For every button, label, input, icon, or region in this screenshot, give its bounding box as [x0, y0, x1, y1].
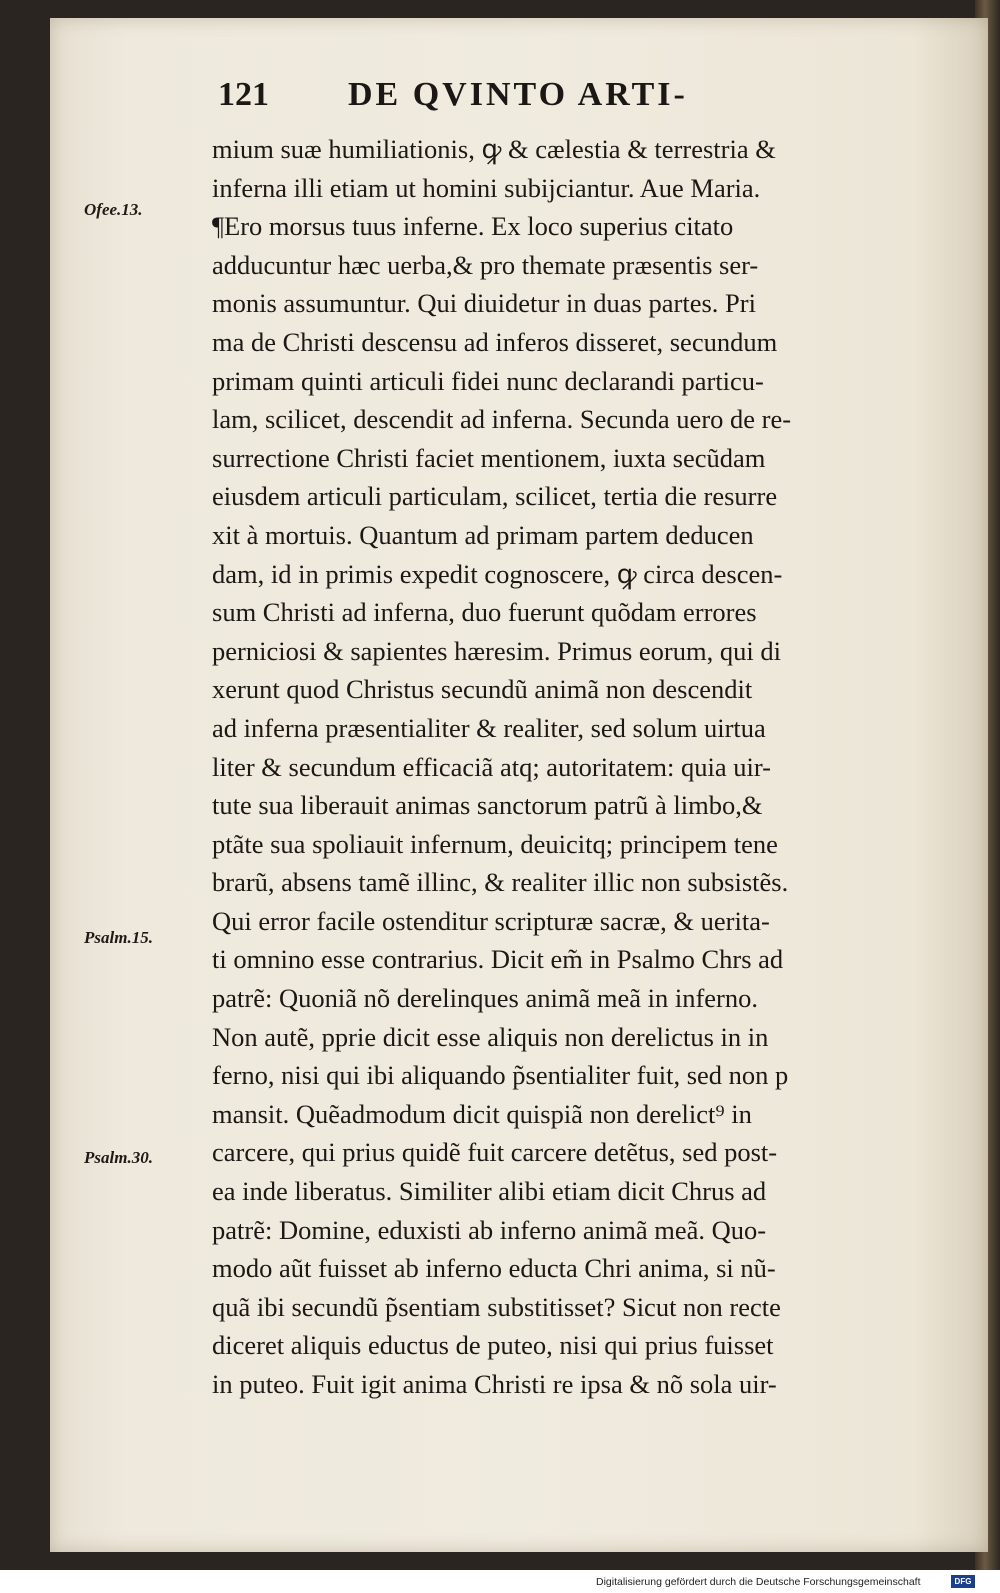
text-line: liter & secundum efficaciã atq; autoritatem: quia uir- [212, 751, 771, 782]
text-line: ma de Christi descensu ad inferos disseret, secundum [212, 326, 778, 357]
text-line: mium suæ humiliationis, ꝙ & cælestia & terrestria & [212, 134, 776, 164]
margin-note-psalm-15: Psalm.15. [84, 928, 153, 947]
text-line: ¶Ero morsus tuus inferne. Ex loco superius citato [212, 211, 734, 242]
text-line: in puteo. Fuit igit anima Christi re ipsa & nõ sola uir- [212, 1369, 777, 1399]
text-line: carcere, qui prius quidẽ fuit carcere detẽtus, sed post- [212, 1137, 778, 1168]
margin-note-psalm-30: Psalm.30. [84, 1148, 153, 1167]
text-line: Non autẽ, pprie dicit esse aliquis non derelictus in in [212, 1021, 769, 1052]
text-line: sum Christi ad inferna, duo fuerunt quõdam errores [212, 597, 757, 628]
page-number: 121 [218, 76, 269, 113]
text-line: eiusdem articuli particulam, scilicet, tertia die resurre [212, 481, 778, 512]
text-line: brarũ, absens tamẽ illinc, & realiter illic non subsistẽs. [212, 867, 789, 898]
footer-credit: Digitalisierung gefördert durch die Deutsche Forschungsgemeinschaft [596, 1576, 921, 1588]
dfg-logo: DFG [951, 1575, 975, 1588]
text-line: primam quinti articuli fidei nunc declarandi particu- [212, 365, 764, 396]
text-line: patrẽ: Domine, eduxisti ab inferno animã meã. Quo- [212, 1214, 767, 1245]
text-line: perniciosi & sapientes hæresim. Primus eorum, qui di [212, 635, 781, 666]
text-line: dam, id in primis expedit cognoscere, ꝙ circa descen- [212, 558, 783, 589]
text-line: modo aũt fuisset ab inferno educta Chri anima, si nũ- [212, 1253, 776, 1284]
text-line: ea inde liberatus. Similiter alibi etiam dicit Chrus ad [212, 1176, 767, 1207]
text-line: ptãte sua spoliauit infernum, deuicitq; principem tene [212, 828, 778, 859]
body-text [212, 130, 934, 1404]
text-line: diceret aliquis eductus de puteo, nisi qui prius fuisset [212, 1330, 774, 1361]
text-line: inferna illi etiam ut homini subijciantur. Aue Maria. [212, 172, 761, 203]
text-line: surrectione Christi faciet mentionem, iuxta secũdam [212, 442, 766, 473]
text-line: xit à mortuis. Quantum ad primam partem deducen [212, 519, 754, 550]
text-line: adducuntur hæc uerba,& pro themate præsentis ser- [212, 249, 759, 280]
text-line: monis assumuntur. Qui diuidetur in duas partes. Pri [212, 288, 756, 319]
running-head: DE QVINTO ARTI- [348, 76, 688, 113]
text-line: ti omnino esse contrarius. Dicit em̃ in Psalmo Chrs ad [212, 944, 784, 975]
text-line: tute sua liberauit animas sanctorum patrũ à limbo,& [212, 790, 763, 821]
text-line: ferno, nisi qui ibi aliquando p̃sentialiter fuit, sed non p [212, 1060, 789, 1091]
text-line: lam, scilicet, descendit ad inferna. Secunda uero de re- [212, 404, 792, 435]
text-line: patrẽ: Quoniã nõ derelinques animã meã in inferno. [212, 983, 759, 1014]
text-line: ad inferna præsentialiter & realiter, sed solum uirtua [212, 712, 766, 743]
text-line: mansit. Quẽadmodum dicit quispiã non derelict⁹ in [212, 1098, 752, 1129]
text-line: xerunt quod Christus secundũ animã non descendit [212, 674, 753, 705]
text-line: quã ibi secundũ p̃sentiam substitisset? Sicut non recte [212, 1291, 781, 1322]
margin-note-osee: Ofee.13. [84, 200, 143, 219]
text-line: Qui error facile ostenditur scripturæ sacræ, & uerita- [212, 905, 770, 936]
